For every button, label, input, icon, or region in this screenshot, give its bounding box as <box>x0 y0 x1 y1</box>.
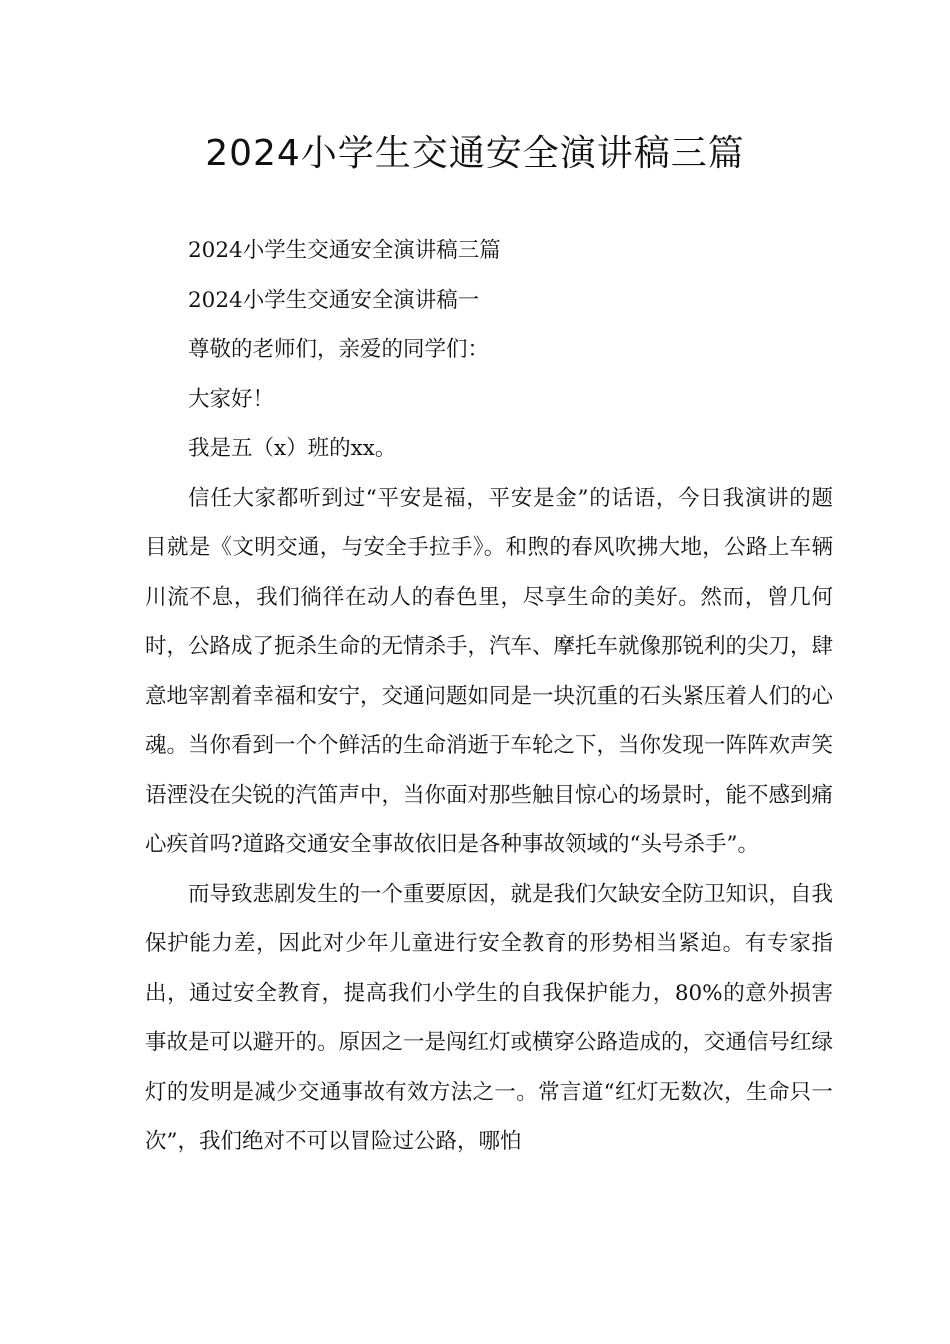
paragraph-salutation: 尊敬的老师们，亲爱的同学们： <box>188 337 490 362</box>
paragraph-speech-heading: 2024小学生交通安全演讲稿一 <box>188 287 480 313</box>
paragraph-greeting: 大家好！ <box>188 386 275 412</box>
paragraph-body-1: 信任大家都听到过“平安是福，平安是金”的话语，今日我演讲的题目就是《文明交通，与安全手拉手》。和煦的春风吹拂大地，公路上车辆川流不息，我们徜徉在动人的春色里，尽享生命的美好。然而，曾几何时，公路成了扼杀生命的无情杀手，汽车、摩托车就像那锐利的尖刀，肆意地宰割着幸福和安宁，交通问题如同是一块沉重的石头紧压着人们的心魂。当你看到一个个鲜活的生命消逝于车轮之下，当你发现一阵阵欢声笑语湮没在尖锐的汽笛声中，当你面对那些触目惊心的场景时，能不感到痛心疾首吗?道路交通安全事故依旧是各种事故领域的“头号杀手”。 <box>145 485 834 857</box>
paragraph-subtitle: 2024小学生交通安全演讲稿三篇 <box>188 238 501 263</box>
paragraph-introduction: 我是五（x）班的xx。 <box>188 436 397 461</box>
paragraph-body-2: 而导致悲剧发生的一个重要原因，就是我们欠缺安全防卫知识，自我保护能力差，因此对少年儿童进行安全教育的形势相当紧迫。有专家指出，通过安全教育，提高我们小学生的自我保护能力，80%的意外损害事故是可以避开的。原因之一是闯红灯或横穿公路造成的，交通信号红绿灯的发明是减少交通事故有效方法之一。常言道“红灯无数次，生命只一次”，我们绝对不可以冒险过公路，哪怕 <box>145 881 834 1154</box>
document-title: 2024小学生交通安全演讲稿三篇 <box>205 133 745 174</box>
document-body <box>145 226 833 1167</box>
